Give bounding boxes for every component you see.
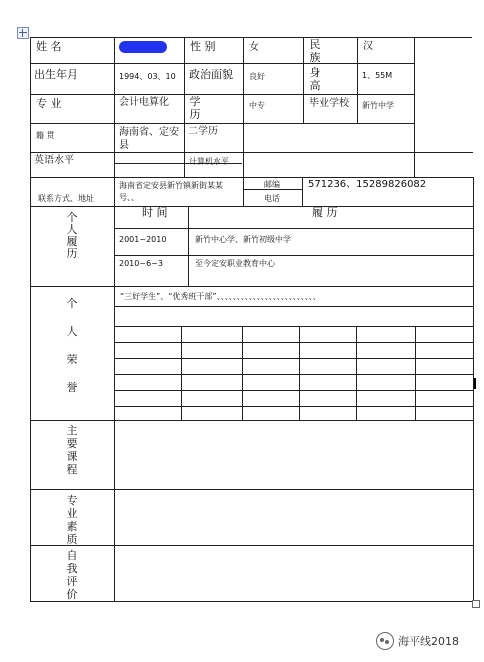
contact-value: 571236、15289826082 bbox=[308, 179, 427, 190]
computer-label: 计算机水平 bbox=[189, 157, 229, 166]
time-header: 时 间 bbox=[142, 206, 168, 219]
phone-label: 电话 bbox=[264, 194, 280, 203]
honor-text: “三好学生”、“优秀班干部”、、、、、、、、、、、、、、、、、、、、、、、、、 bbox=[120, 292, 321, 301]
watermark-text: 海平线2018 bbox=[398, 635, 459, 648]
table-resize-handle[interactable] bbox=[472, 600, 480, 608]
quality-label: 专业素质 bbox=[66, 494, 78, 546]
text-cursor bbox=[474, 378, 476, 389]
honor-label: 个人荣誉 bbox=[66, 297, 78, 394]
hometown-value: 海南省、定安县 bbox=[119, 127, 179, 151]
gender-value: 女 bbox=[249, 42, 259, 53]
education-value: 中专 bbox=[249, 101, 265, 110]
wechat-icon bbox=[376, 632, 394, 650]
height-label: 身高 bbox=[309, 66, 321, 92]
ethnicity-label: 民族 bbox=[309, 38, 321, 64]
watermark bbox=[376, 632, 459, 650]
hometown-label: 籍 贯 bbox=[36, 131, 55, 140]
english-label: 英语水平 bbox=[34, 155, 74, 166]
school-value: 新竹中学 bbox=[362, 101, 394, 110]
birth-label: 出生年月 bbox=[34, 68, 78, 81]
postcode-label: 邮编 bbox=[264, 180, 280, 189]
political-label: 政治面貌 bbox=[189, 68, 233, 81]
resume-time-1: 2001~2010 bbox=[119, 235, 167, 244]
political-value: 良好 bbox=[249, 72, 265, 81]
resume-time-2: 2010~6~3 bbox=[119, 259, 163, 268]
address-value: 海南省定安县新竹镇新街某某号、、 bbox=[119, 181, 223, 202]
major-label: 专 业 bbox=[36, 97, 62, 110]
name-label: 姓 名 bbox=[36, 40, 62, 53]
major-value: 会计电算化 bbox=[119, 97, 169, 108]
gender-label: 性 别 bbox=[190, 40, 216, 53]
resume-label: 个人履历 bbox=[66, 211, 78, 260]
height-value: 1、55M bbox=[362, 71, 393, 80]
resume-desc-1: 新竹中心学、新竹初级中学 bbox=[195, 235, 291, 244]
self-label: 自我评价 bbox=[66, 549, 78, 601]
table-move-handle[interactable] bbox=[17, 27, 29, 39]
degree-value: 二学历 bbox=[188, 126, 218, 137]
history-header: 履 历 bbox=[312, 206, 338, 219]
school-label: 毕业学校 bbox=[309, 98, 349, 109]
education-label: 学历 bbox=[189, 95, 201, 121]
resume-desc-2: 至今定安职业教育中心 bbox=[195, 259, 275, 268]
birth-value: 1994、03、10 bbox=[119, 72, 176, 81]
contact-label: 联系方式、地址 bbox=[38, 194, 94, 203]
ethnicity-value: 汉 bbox=[363, 41, 373, 52]
courses-label: 主要课程 bbox=[66, 424, 78, 476]
name-redaction bbox=[119, 41, 167, 53]
